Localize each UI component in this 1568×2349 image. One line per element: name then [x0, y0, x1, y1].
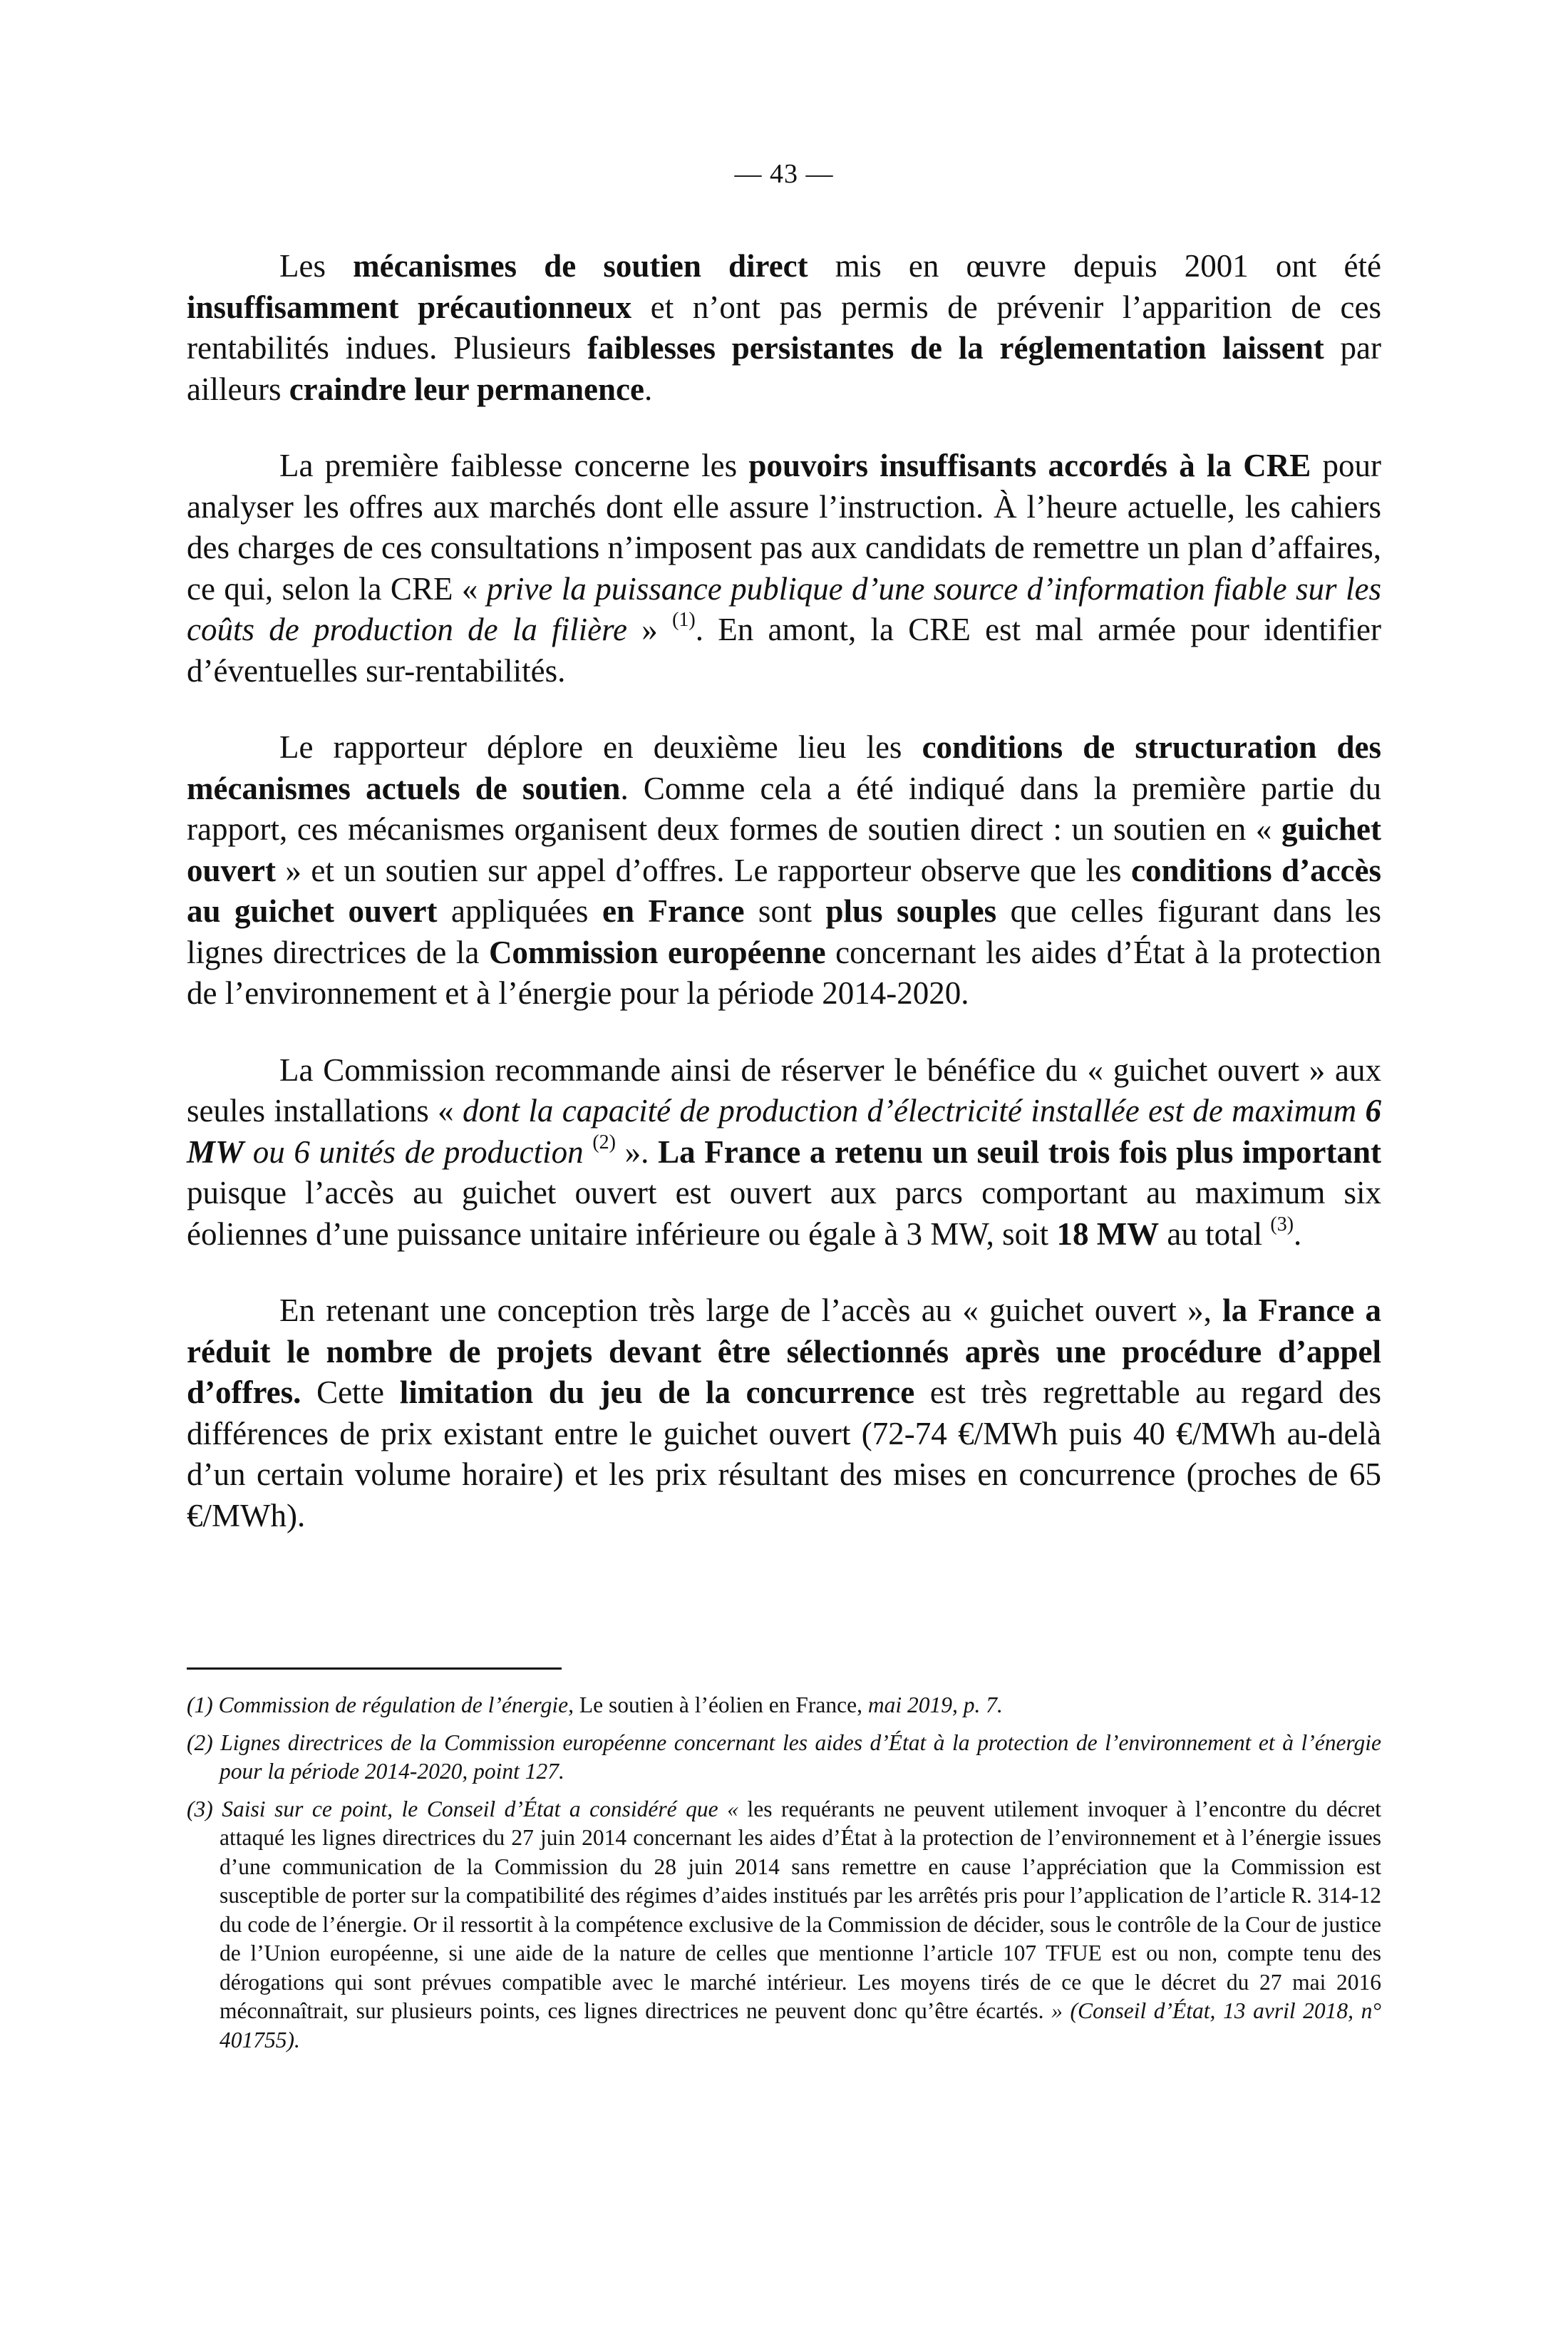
text-run: . — [644, 371, 653, 407]
text-run: les requérants ne peuvent utilement invoquer à l’encontre du décret attaqué les lignes directrices du 27 juin 2014 concernant les aides d’État à la protection de l’environnement et à l’énergie issues d’une communication de la Commission du 28 juin 2014 sans remettre en cause l’appréciation que la Commission est susceptible de porter sur la compatibilité des régimes d’aides institués par les arrêtés pris pour l’application de l’article R. 314-12 du code de l’énergie. Or il ressortit à la compétence exclusive de la Commission de décider, sous le contrôle de la Cour de justice de l’Union européenne, si une aide de la nature de celles que mentionne l’article 107 TFUE est ou non, compte tenu des dérogations qui sont prévues compatible avec le marché intérieur. Les moyens tirés de ce que le décret du 27 mai 2016 méconnaîtrait, sur plusieurs points, ces lignes directrices ne peuvent donc qu’être écartés. — [220, 1796, 1381, 2023]
text-run: limitation du jeu de la concurrence — [399, 1374, 915, 1410]
text-run: et n’ont pas permis de prévenir l’apparition de ces rentabilités indues. Plusieurs — [187, 289, 1381, 366]
footnote — [187, 1729, 1381, 1787]
text-run: par ailleurs — [187, 330, 1381, 407]
footnote-ref: (3) — [1270, 1213, 1294, 1235]
text-run: Les — [279, 248, 354, 284]
text-run: mécanismes de soutien direct — [353, 248, 808, 284]
text-run: ou 6 unités de production — [244, 1134, 584, 1170]
text-run: 18 MW — [1056, 1215, 1160, 1252]
text-run: prive la puissance publique d’une source d’information fiable sur les coûts de production de la filière — [187, 570, 1381, 647]
text-run: insuffisamment précautionneux — [187, 289, 632, 325]
text-run: 6 MW — [187, 1093, 1381, 1170]
text-run: En retenant une conception très large de l’accès au « guichet ouvert », — [279, 1292, 1223, 1328]
footnote-ref: (1) — [672, 609, 696, 631]
text-run: est très regrettable au regard des différences de prix existant entre le guichet ouvert (72-74 €/MWh puis 40 €/MWh au-delà d’un certain volume horaire) et les prix résultant des mises en concurrence (proches de 65 €/MWh). — [187, 1374, 1381, 1533]
text-run: concernant les aides d’État à la protection de l’environnement et à l’énergie pour la période 2014-2020. — [187, 934, 1382, 1011]
footnote-separator — [187, 1667, 562, 1670]
text-run: La Commission recommande ainsi de réserver le bénéfice du « guichet ouvert » aux seules installations « — [187, 1052, 1381, 1129]
footnote-ref: (2) — [592, 1131, 616, 1153]
text-run: mis en œuvre depuis 2001 ont été — [808, 248, 1382, 284]
text-run: mai 2019, p. 7. — [867, 1692, 1003, 1717]
text-run: pouvoirs insuffisants accordés à la CRE — [748, 448, 1311, 483]
text-run: pour analyser les offres aux marchés dont elle assure l’instruction. À l’heure actuelle, les cahiers des charges de ces consultations n’imposent pas aux candidats de remettre un plan d’affaires, ce qui, selon la CRE « — [187, 448, 1381, 607]
text-run: sont — [744, 893, 826, 929]
text-run: plus souples — [825, 893, 997, 929]
text-run: La France a retenu un seuil trois fois plus important — [658, 1134, 1381, 1170]
text-run: appliquées — [437, 893, 602, 929]
text-run: » — [626, 612, 673, 647]
text-run: Cette — [301, 1374, 400, 1410]
text-run: en France — [602, 893, 745, 929]
text-run: ». — [616, 1134, 659, 1170]
text-run — [584, 1134, 593, 1170]
text-run: (2) Lignes directrices de la Commission européenne concernant les aides d’État à la protection de l’environnement et à l’énergie pour la période 2014-2020, point 127. — [187, 1729, 1381, 1784]
footnotes — [187, 1691, 1381, 2063]
paragraph — [187, 446, 1381, 692]
text-run: La première faiblesse concerne les — [279, 448, 749, 483]
text-run: au total — [1159, 1215, 1271, 1252]
text-run: dont la capacité de production d’électricité installée est de maximum — [463, 1093, 1366, 1129]
text-run: guichet ouvert — [187, 811, 1381, 888]
text-run: » et un soutien sur appel d’offres. Le rapporteur observe que les — [275, 852, 1132, 888]
page-number: — 43 — — [734, 159, 834, 189]
text-run: conditions d’accès au guichet ouvert — [187, 852, 1382, 929]
paragraph — [187, 1050, 1381, 1255]
text-run: . Comme cela a été indiqué dans la première partie du rapport, ces mécanismes organisent deux formes de soutien direct : un soutien en « — [187, 770, 1381, 847]
text-run: Commission européenne — [488, 934, 826, 970]
paragraph — [187, 727, 1381, 1014]
text-run: (3) Saisi sur ce point, le Conseil d’État a considéré que « — [187, 1796, 748, 1821]
text-run: (1) Commission de régulation de l’énergie, — [187, 1692, 574, 1717]
text-run: Le rapporteur déplore en deuxième lieu les — [279, 729, 922, 765]
text-run: . En amont, la CRE est mal armée pour identifier d’éventuelles sur-rentabilités. — [187, 612, 1382, 689]
text-run: . — [1294, 1215, 1302, 1252]
text-run: que celles figurant dans les lignes directrices de la — [187, 893, 1382, 970]
footnote — [187, 1795, 1381, 2055]
body-text — [187, 246, 1381, 1572]
text-run: » (Conseil d’État, 13 avril 2018, n° 401755). — [220, 1998, 1381, 2052]
paragraph — [187, 246, 1381, 410]
text-run: faiblesses persistantes de la réglementation laissent — [587, 330, 1324, 366]
text-run: Le soutien à l’éolien en France, — [574, 1692, 868, 1717]
footnote — [187, 1691, 1381, 1720]
text-run: conditions de structuration des mécanismes actuels de soutien — [187, 729, 1381, 806]
text-run: la France a réduit le nombre de projets devant être sélectionnés après une procédure d’appel d’offres. — [187, 1292, 1382, 1410]
paragraph — [187, 1290, 1381, 1536]
text-run: puisque l’accès au guichet ouvert est ouvert aux parcs comportant au maximum six éoliennes d’une puissance unitaire inférieure ou égale à 3 MW, soit — [187, 1175, 1381, 1252]
text-run: craindre leur permanence — [289, 371, 644, 407]
